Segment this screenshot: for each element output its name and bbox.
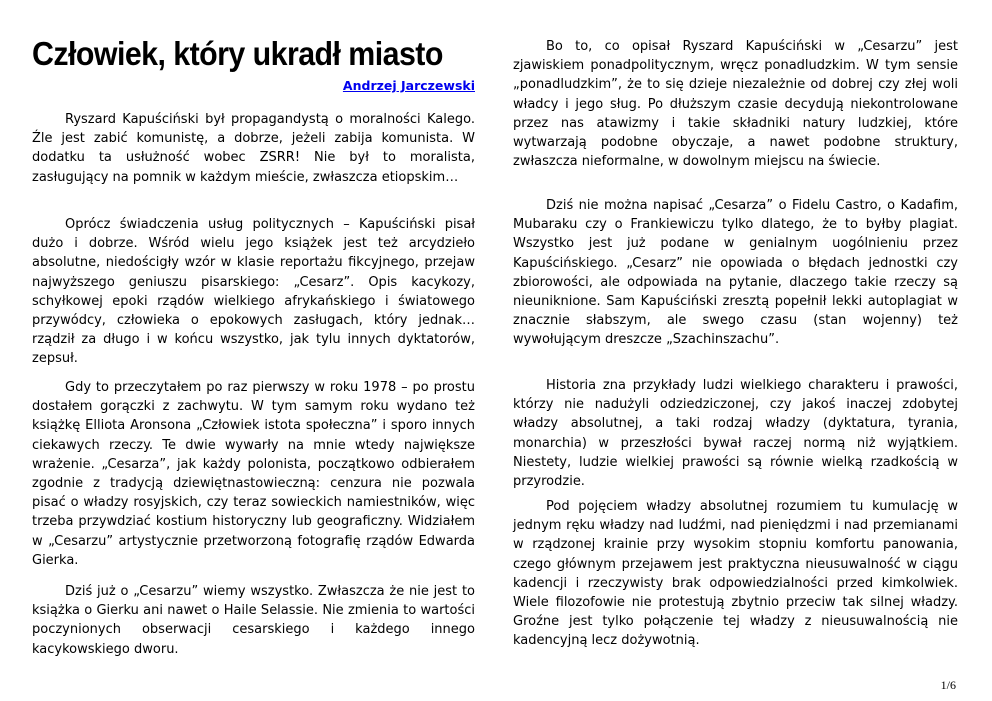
paragraph: Gdy to przeczytałem po raz pierwszy w roku 1978 – po prostu dostałem gorączki z zachwytu. W tym samym roku wydano też książkę Elliota Aronsona „Człowiek istota społeczna” i sporo innych ciekawych rzeczy. Te dwie wywarły na mnie wtedy największe wrażenie. „Cesarza”, jak każdy polonista, początkowo odbierałem zgodnie z tradycją dziewiętnastowieczną: cenzura nie pozwala pisać o władzy rosyjskich, czy teraz sowieckich namiestników, więc trzeba przywdziać kostium historyczny lub geograficzny. Widziałem w „Cesarzu” artystycznie przetworzoną fotografię rządów Edwarda Gierka. <box>32 380 475 568</box>
author-link[interactable]: Andrzej Jarczewski <box>342 78 475 93</box>
paragraph: Bo to, co opisał Ryszard Kapuściński w „Cesarzu” jest zjawiskiem ponadpolitycznym, wręcz ponadludzkim. W tym sensie „ponadludzkim”, że to się dzieje niezależnie od dobrej czy złej woli władcy i jego sług. Po dłuższym czasie decydują niekontrolowane przez nas atawizmy i takie składniki natury ludzkiej, które wytwarzają podobne obyczaje, a nawet podobne struktury, zwłaszcza nieformalne, w dowolnym miejscu na świecie. <box>513 39 958 170</box>
paragraph: Ryszard Kapuściński był propagandystą o moralności Kalego. Źle jest zabić komunistę, a dobrze, jeżeli zabija komunista. W dodatku ta usłużność wobec ZSRR! Nie był to moralista, zasługujący na pomnik w każdym mieście, zwłaszcza etiopskim… <box>32 112 475 185</box>
article-title: Człowiek, który ukradł miasto <box>32 35 443 72</box>
page-number: 1/6 <box>940 678 956 692</box>
paragraph: Oprócz świadczenia usług politycznych – Kapuściński pisał dużo i dobrze. Wśród wielu jego książek jest też arcydzieło absolutne, niedościgły wzór w klasie reportażu fikcyjnego, przejaw najwyższego geniuszu pisarskiego: „Cesarz”. Opis kacykozy, schyłkowej epoki rządów wielkiego afrykańskiego i światowego przywódcy, człowieka o epokowych zasługach, który jednak… rządził za długo i w końcu wszystko, jak tylu innych dyktatorów, zepsuł. <box>32 217 475 367</box>
paragraph: Historia zna przykłady ludzi wielkiego charakteru i prawości, którzy nie nadużyli odziedziczonej, czy jakoś inaczej zdobytej władzy absolutnej, a taki rodzaj władzy (dyktatura, tyrania, monarchia) w przeszłości bywał raczej normą niż wyjątkiem. Niestety, ludzie wielkiej prawości są równie wielką rzadkością w przyrodzie. <box>513 378 958 490</box>
paragraph: Dziś już o „Cesarzu” wiemy wszystko. Zwłaszcza że nie jest to książka o Gierku ani nawet o Haile Selassie. Nie zmienia to wartości poczynionych obserwacji cesarskiego i każdego innego kacykowskiego dworu. <box>32 584 475 657</box>
paragraph: Pod pojęciem władzy absolutnej rozumiem tu kumulację w jednym ręku władzy nad ludźmi, nad pieniędzmi i nad przemianami w rządzonej krainie przy wysokim stopniu komfortu panowania, czego głównym przejawem jest praktyczna nieusuwalność w ciągu kadencji i rzeczywisty brak odpowiedzialności przed kimkolwiek. Wiele filozofowie nie protestują zbytnio przeciw tak silnej władzy. Groźne jest tylko połączenie tej władzy z nieusuwalnością nie kadencyjną lecz dożywotnią. <box>513 499 958 649</box>
paragraph: Dziś nie można napisać „Cesarza” o Fidelu Castro, o Kadafim, Mubaraku czy o Frankiewiczu tylko dlatego, że to byłby plagiat. Wszystko jest już podane w genialnym uogólnieniu przez Kapuścińskiego. „Cesarz” nie opowiada o błędach jednostki czy zbiorowości, ale odpowiada na pytanie, dlaczego takie rzeczy są nieuniknione. Sam Kapuściński zresztą popełnił lekki autoplagiat w znacznie słabszym, ale swego czasu (stan wojenny) też wywołującym dreszcze „Szachinszachu”. <box>513 198 958 348</box>
